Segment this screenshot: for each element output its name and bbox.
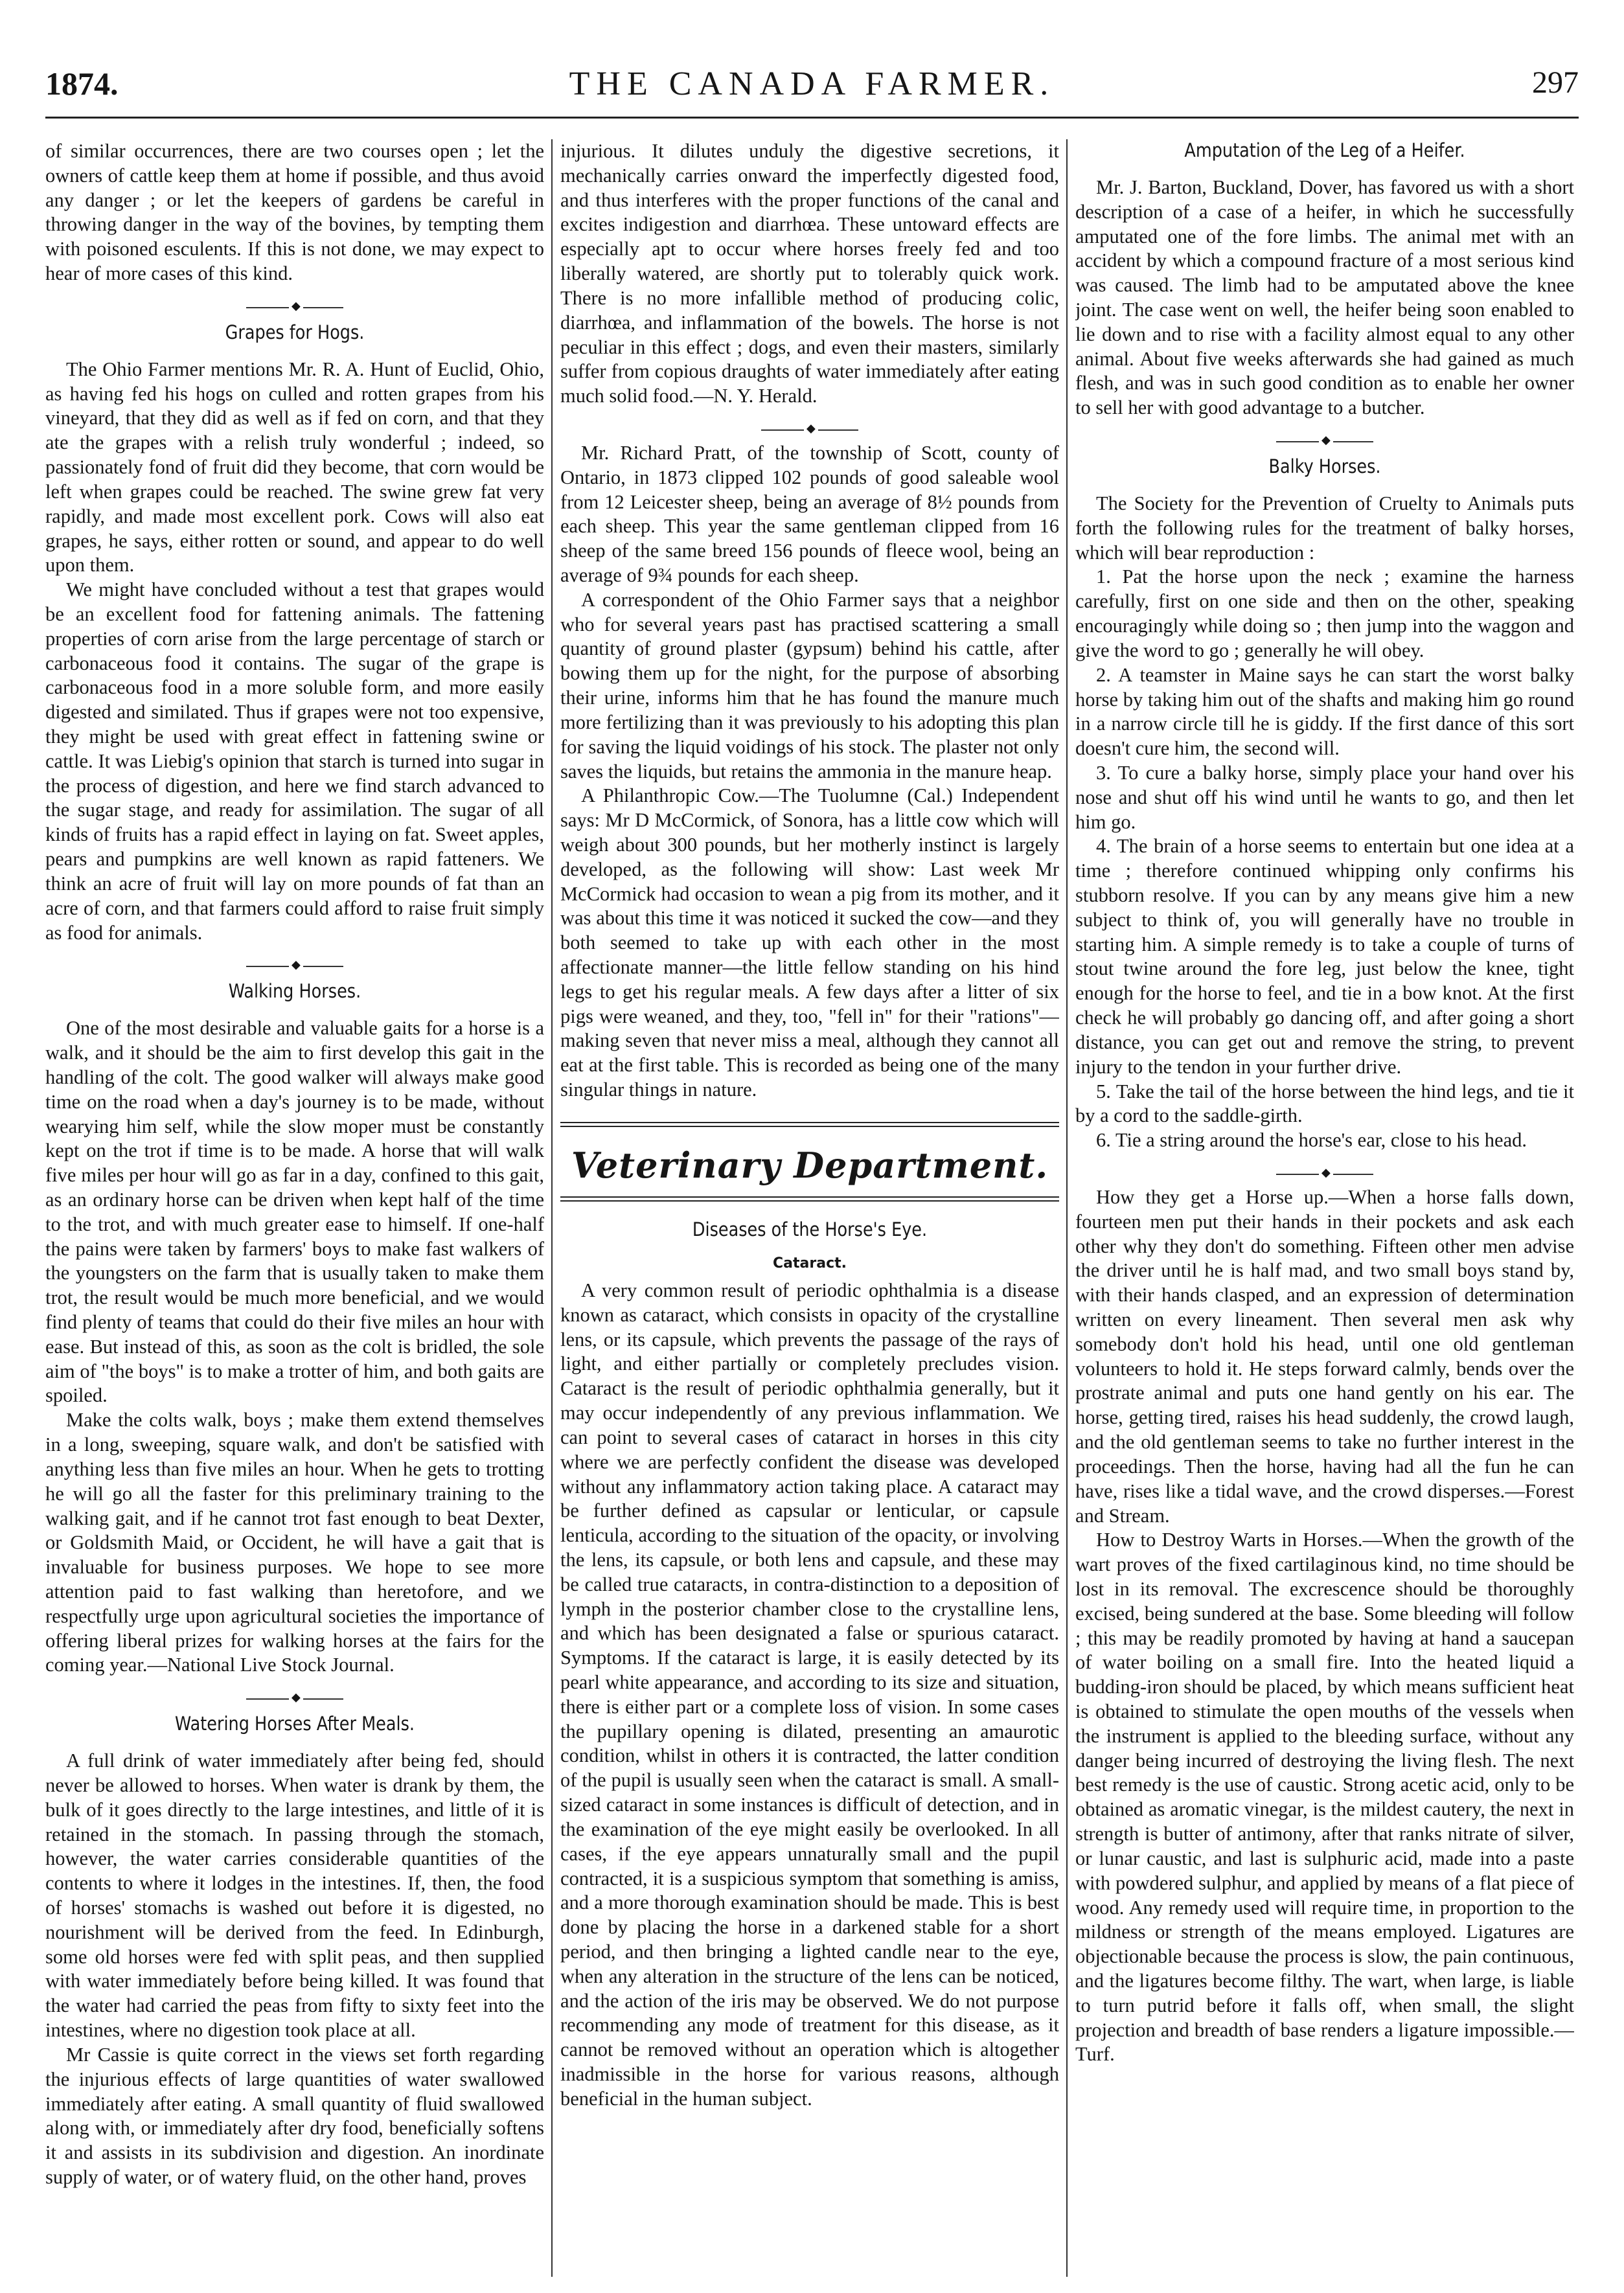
page-number: 297 xyxy=(1532,65,1579,100)
paragraph: How to Destroy Warts in Horses.—When the growth of the wart proves of the fixed cartilaginous kind, no time should be lost in its removal. The excrescence should be thoroughly excised, being sundered at the base. Some bleeding will follow ; this may be readily promoted by having at hand a saucepan of water boiling on a small fire. Into the heated liquid a budding-iron should be placed, by which means sufficient heat is obtained to stimulate the open mouths of the vessels when the instrument is applied to the bleeding surface, without any danger being incurred of destroying the living flesh. The next best remedy is the use of caustic. Strong acetic acid, only to be obtained as aromatic vinegar, is the mildest cautery, the next in strength is butter of antimony, after that ranks nitrate of silver, or lunar caustic, and last is sulphuric acid, made into a paste with powdered sulphur, and applied by means of a flat piece of wood. Any remedy used will require time, in proportion to the mildness or strength of the means employed. Ligatures are objectionable because the process is slow, the pain continuous, and the ligatures become filthy. The wart, when large, is liable to turn putrid before it falls off, when small, the slight projection and breadth of base renders a ligature impossible.—Turf. xyxy=(1075,1529,1574,2066)
paragraph: How they get a Horse up.—When a horse falls down, fourteen men put their hands in their pockets and ask each other why they don't do something. Fifteen other men advise the driver until he is half mad, and two small boys stand by, with their hands clasped, and an expression of determination written on every lineament. Then several men ask why somebody don't hold his head, until one old gentleman volunteers to hold it. He steps forward calmly, bends over the prostrate animal and puts one hand gently on his ear. The horse, getting tired, raises his head suddenly, the crowd laugh, and the old gentleman seems to take no further interest in the proceedings. Then the horse, having had all the fun he can have, rises like a tidal wave, and the crowd disperses.—Forest and Stream. xyxy=(1075,1185,1574,1527)
section-ornament xyxy=(246,301,343,314)
page-header xyxy=(45,65,1579,130)
column-left xyxy=(45,139,544,2270)
article-continuation: of similar occurrences, there are two courses open ; let the owners of cattle keep them at home if possible, and thus avoid any danger ; or let the keepers of gardens be careful in throwing danger in the way of the bovines, by tempting them with poisoned esculents. If this is not done, we may expect to hear of more cases of this kind. xyxy=(45,140,544,285)
section-ornament xyxy=(1276,1167,1373,1180)
column-divider xyxy=(551,139,553,2277)
article-continuation: injurious. It dilutes unduly the digestive secretions, it mechanically carries onward the imperfectly digested food, and thus interferes with the proper functions of the canal and excites indigestion and diarrhœa. These untoward effects are especially apt to occur where horses freely fed and too liberally watered, are shortly put to tolerably quick work. There is no more infallible method of producing colic, diarrhœa, and inflammation of the bowels. The horse is not peculiar in this effect ; dogs, and even their masters, similarly suffer from copious draughts of water immediately after eating much solid food.—N. Y. Herald. xyxy=(560,140,1059,407)
department-heading: Veterinary Department. xyxy=(571,1144,1049,1186)
paragraph: A Philanthropic Cow.—The Tuolumne (Cal.) Independent says: Mr D McCormick, of Sonora, has a little cow which will weigh about 300 pounds, but her motherly instinct is largely developed, as the following will show: Last week Mr McCormick had occasion to wean a pig from its mother, and it was about this time it was noticed it sucked the cow—and they both seemed to take up with each other in the most affectionate manner—the little fellow standing on his hind legs to get his regular meals. A few days after a litter of six pigs were weaned, and they, too, "fell in" for their "rations"—making seven that never miss a meal, although they cannot all eat at the first table. This is recorded as being one of the many singular things in nature. xyxy=(560,784,1059,1101)
article-title-watering: Watering Horses After Meals. xyxy=(175,1713,415,1735)
masthead-title: THE CANADA FARMER. xyxy=(569,65,1055,102)
section-ornament xyxy=(761,423,858,436)
paragraph: A correspondent of the Ohio Farmer says that a neighbor who for several years past has practised scattering a small quantity of ground plaster (gypsum) behind his cattle, after bowing them up for the night, for the purpose of absorbing their urine, informs him that he has found the manure much more fertilizing than it was previously to his adopting this plan for saving the liquid voidings of his stock. The plaster not only saves the liquids, but retains the ammonia in the manure heap. xyxy=(560,588,1059,782)
article-title-balky: Balky Horses. xyxy=(1268,455,1381,478)
paragraph: 6. Tie a string around the horse's ear, close to his head. xyxy=(1096,1129,1527,1152)
section-ornament xyxy=(1276,435,1373,448)
department-rule xyxy=(560,1196,1059,1202)
article-title-grapes: Grapes for Hogs. xyxy=(225,321,365,343)
paragraph: Mr. Richard Pratt, of the township of Scott, county of Ontario, in 1873 clipped 102 pounds of good saleable wool from 12 Leicester sheep, being an average of 8½ pounds from each sheep. This year the same gentleman clipped from 16 sheep of the same breed 156 pounds of fleece wool, being an average of 9¾ pounds for each sheep. xyxy=(560,441,1059,586)
paragraph: Make the colts walk, boys ; make them extend themselves in a long, sweeping, square walk, and don't be satisfied with anything less than five miles an hour. When he gets to trotting he will go all the faster for this preliminary training to the walking gait, and if he cannot trot fast enough to beat Dexter, or Goldsmith Maid, or Occident, he will have a gait that is invaluable for business purposes. We hope to see more attention paid to fast walking than heretofore, and we respectfully urge upon agricultural societies the importance of offering liberal prizes for walking horses at the fairs for the coming year.—National Live Stock Journal. xyxy=(45,1409,544,1676)
paragraph: The Society for the Prevention of Cruelty to Animals puts forth the following rules for the treatment of balky horses, which will bear reproduction : xyxy=(1075,492,1574,564)
article-subtitle-cataract: Cataract. xyxy=(773,1255,847,1272)
column-divider xyxy=(1066,139,1068,2277)
article-title-eye: Diseases of the Horse's Eye. xyxy=(692,1218,928,1240)
header-rule xyxy=(45,117,1579,119)
paragraph: 3. To cure a balky horse, simply place your hand over his nose and shut off his wind until he wants to go, and then let him go. xyxy=(1075,761,1574,833)
section-ornament xyxy=(246,959,343,972)
paragraph: We might have concluded without a test that grapes would be an excellent food for fattening animals. The fattening properties of corn arise from the large percentage of starch or carbonaceous food it contains. The sugar of the grape is carbonaceous food in a more soluble form, and more easily digested and similated. Thus if grapes were not too expensive, they might be used with great effect in fattening swine or cattle. It was Liebig's opinion that starch is turned into sugar in the process of digestion, and here we find starch advanced to the sugar stage, and ready for assimilation. The sugar of all kinds of fruits has a rapid effect in laying on fat. Sweet apples, pears and pumpkins are well known as rapid fatteners. We think an acre of fruit will lay on more pounds of fat than an acre of corn, and that farmers could afford to raise fruit simply as food for animals. xyxy=(45,578,544,944)
department-rule xyxy=(560,1122,1059,1127)
paragraph: 4. The brain of a horse seems to entertain but one idea at a time ; therefore continued whipping only confirms his stubborn resolve. If you can by any means give him a new subject to think of, you will generally have no trouble in starting him. A simple remedy is to take a couple of turns of stout twine around the fore leg, just below the knee, tight enough for the horse to feel, and tie in a bow knot. At the first check he will probably go dancing off, and after going a short distance, you can get out and remove the string, to prevent injury to the tendon in your further drive. xyxy=(1075,835,1574,1078)
paragraph: Mr Cassie is quite correct in the views set forth regarding the injurious effects of large quantities of water swallowed immediately after eating. A small quantity of fluid swallowed along with, or immediately after dry food, beneficially softens it and assists in its subdivision and digestion. An inordinate supply of water, or of watery fluid, on the other hand, proves xyxy=(45,2043,544,2188)
paragraph: 1. Pat the horse upon the neck ; examine the harness carefully, first on one side and then on the other, speaking encouragingly while doing so ; then jump into the waggon and give the word to go ; generally he will obey. xyxy=(1075,565,1574,661)
paragraph: A full drink of water immediately after being fed, should never be allowed to horses. When water is drank by them, the bulk of it goes directly to the large intestines, and little of it is retained in the stomach. In passing through the stomach, however, the water carries considerable quantities of the contents to where it lodges in the intestines. If, then, the food of horses' stomachs is washed out before it is digested, no nourishment will be derived from the feed. In Edinburgh, some old horses were fed with split peas, and then supplied with water immediately before being killed. It was found that the water had carried the peas from fifty to sixty feet into the intestines, where no digestion took place at all. xyxy=(45,1750,544,2042)
paragraph: A very common result of periodic ophthalmia is a disease known as cataract, which consists in opacity of the crystalline lens, or its capsule, which prevents the passage of the rays of light, and either partially or completely precludes vision. Cataract is the result of periodic ophthalmia generally, but it may occur independently of any previous inflammation. We can point to several cases of cataract in horses in this city where we are perfectly confident the disease was developed without any inflammatory action taking place. A cataract may be further defined as capsular or lenticular, or capsule lenticula, according to the situation of the opacity, or involving the lens, its capsule, or both lens and capsule, and these may be called true cataracts, in contra-distinction to a deposition of lymph in the posterior chamber close to the crystalline lens, and which has been designated a false or spurious cataract. Symptoms. If the cataract is large, it is easily detected by its pearl white appearance, and according to its size and situation, there is either part or a complete loss of vision. In some cases the pupillary opening is dilated, presenting an amaurotic condition, whilst in others it is contracted, the latter condition of the pupil is usually seen when the cataract is small. A small-sized cataract in some instances is difficult of detection, and in the examination of the eye might easily be overlooked. In all cases, if the eye appears unnaturally small and the pupil contracted, it is a suspicious symptom that something is amiss, and a more thorough examination should be made. This is best done by placing the horse in a darkened stable for a short period, and then bringing a lighted candle near to the eye, when any alteration in the structure of the lens can be noticed, and the action of the iris may be observed. We do not purpose recommending any mode of treatment for this disease, as it cannot be removed without an operation which is altogether inadmissible in the horse for various reasons, although beneficial in the human subject. xyxy=(560,1279,1059,2110)
column-middle xyxy=(560,139,1059,2270)
column-right xyxy=(1075,139,1574,2270)
article-title-walking: Walking Horses. xyxy=(228,980,361,1003)
article-title-amputation: Amputation of the Leg of a Heifer. xyxy=(1184,139,1465,161)
header-year: 1874. xyxy=(45,65,119,102)
paragraph: The Ohio Farmer mentions Mr. R. A. Hunt of Euclid, Ohio, as having fed his hogs on culled and rotten grapes from his vineyard, that they did as well as if fed on corn, and that they ate the grapes with a relish truly wonderful ; indeed, so passionately fond of fruit did they become, that corn would be left when grapes could be reached. The swine grew fat very rapidly, and made most excellent pork. Cows will also eat grapes, he says, either rotten or sound, and appear to do well upon them. xyxy=(45,358,544,576)
paragraph: 2. A teamster in Maine says he can start the worst balky horse by taking him out of the shafts and making him go round in a narrow circle till he is giddy. If the first dance of this sort doesn't cure him, the second will. xyxy=(1075,663,1574,760)
section-ornament xyxy=(246,1692,343,1705)
paragraph: 5. Take the tail of the horse between the hind legs, and tie it by a cord to the saddle-girth. xyxy=(1075,1080,1574,1127)
paragraph: One of the most desirable and valuable gaits for a horse is a walk, and it should be the aim to first develop this gait in the handling of the colt. The good walker will always make good time on the road when a day's journey is to be made, without wearying him self, while the slow moper must be constantly kept on the trot if time is to be made. A horse that will walk five miles per hour will go as far in a day, confined to this gait, as an ordinary horse can be driven when kept half of the time to the trot, and with much greater ease to himself. If one-half the pains were taken by farmers' boys to make fast walkers of the youngsters on the farm that is usually taken to make them trot, the result would be much more beneficial, and we would find plenty of teams that could do their five miles an hour with ease. But instead of this, as soon as the colt is bridled, the sole aim of "the boys" is to make a trotter of him, and both gaits are spoiled. xyxy=(45,1017,544,1407)
paragraph: Mr. J. Barton, Buckland, Dover, has favored us with a short description of a case of a heifer, in which he successfully amputated one of the fore limbs. The animal met with an accident by which a compound fracture of a most serious kind was caused. The limb had to be amputated above the knee joint. The case went on well, the heifer being soon enabled to lie down and to rise with a facility almost equal to any other animal. About five weeks afterwards she had gained as much flesh, and was in such good condition as to enable her owner to sell her with good advantage to a butcher. xyxy=(1075,176,1574,419)
